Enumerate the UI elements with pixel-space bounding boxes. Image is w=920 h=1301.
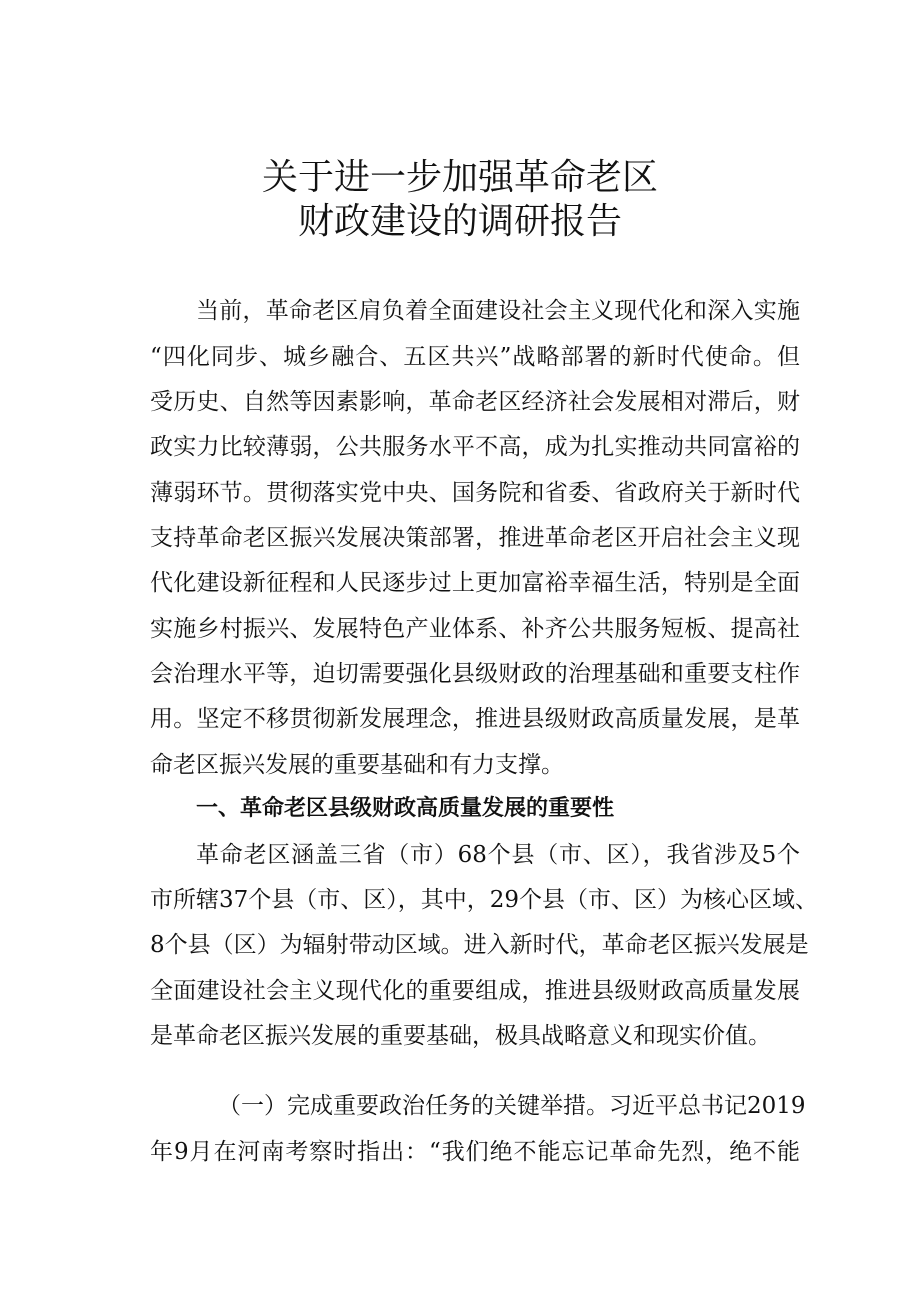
paragraph-1-line-10: 用。坚定不移贯彻新发展理念，推进县级财政高质量发展，是革: [150, 706, 800, 732]
document-title-line-2: 财政建设的调研报告: [297, 201, 622, 242]
paragraph-1-line-8: 实施乡村振兴、发展特色产业体系、补齐公共服务短板、提高社: [150, 616, 800, 642]
paragraph-1-line-3: 受历史、自然等因素影响，革命老区经济社会发展相对滞后，财: [150, 389, 800, 415]
document-title-line-1: 关于进一步加强革命老区: [261, 157, 658, 198]
paragraph-3-line-1: （一）完成重要政治任务的关键举措。习近平总书记2019: [218, 1093, 806, 1119]
paragraph-1-line-1: 当前，革命老区肩负着全面建设社会主义现代化和深入实施: [196, 298, 800, 324]
paragraph-1-line-2: “四化同步、城乡融合、五区共兴”战略部署的新时代使命。但: [150, 344, 800, 370]
paragraph-1-line-9: 会治理水平等，迫切需要强化县级财政的治理基础和重要支柱作: [150, 661, 800, 687]
paragraph-3-line-2: 年9月在河南考察时指出：“我们绝不能忘记革命先烈，绝不能: [150, 1139, 800, 1165]
paragraph-1-line-5: 薄弱环节。贯彻落实党中央、国务院和省委、省政府关于新时代: [150, 480, 800, 506]
paragraph-2-line-1: 革命老区涵盖三省（市）68个县（市、区），我省涉及5个: [196, 842, 800, 868]
paragraph-1-line-11: 命老区振兴发展的重要基础和有力支撑。: [150, 752, 564, 778]
paragraph-1-line-6: 支持革命老区振兴发展决策部署，推进革命老区开启社会主义现: [150, 525, 800, 551]
paragraph-2-line-2: 市所辖37个县（市、区），其中，29个县（市、区）为核心区域、: [150, 887, 819, 913]
paragraph-2-line-4: 全面建设社会主义现代化的重要组成，推进县级财政高质量发展: [150, 978, 800, 1004]
paragraph-1-line-7: 代化建设新征程和人民逐步过上更加富裕幸福生活，特别是全面: [150, 570, 800, 596]
paragraph-1-line-4: 政实力比较薄弱，公共服务水平不高，成为扎实推动共同富裕的: [150, 434, 800, 460]
section-1-heading: 一、革命老区县级财政高质量发展的重要性: [196, 796, 615, 821]
paragraph-2-line-5: 是革命老区振兴发展的重要基础，极具战略意义和现实价值。: [150, 1023, 771, 1049]
paragraph-2-line-3: 8个县（区）为辐射带动区域。进入新时代，革命老区振兴发展是: [150, 932, 809, 958]
